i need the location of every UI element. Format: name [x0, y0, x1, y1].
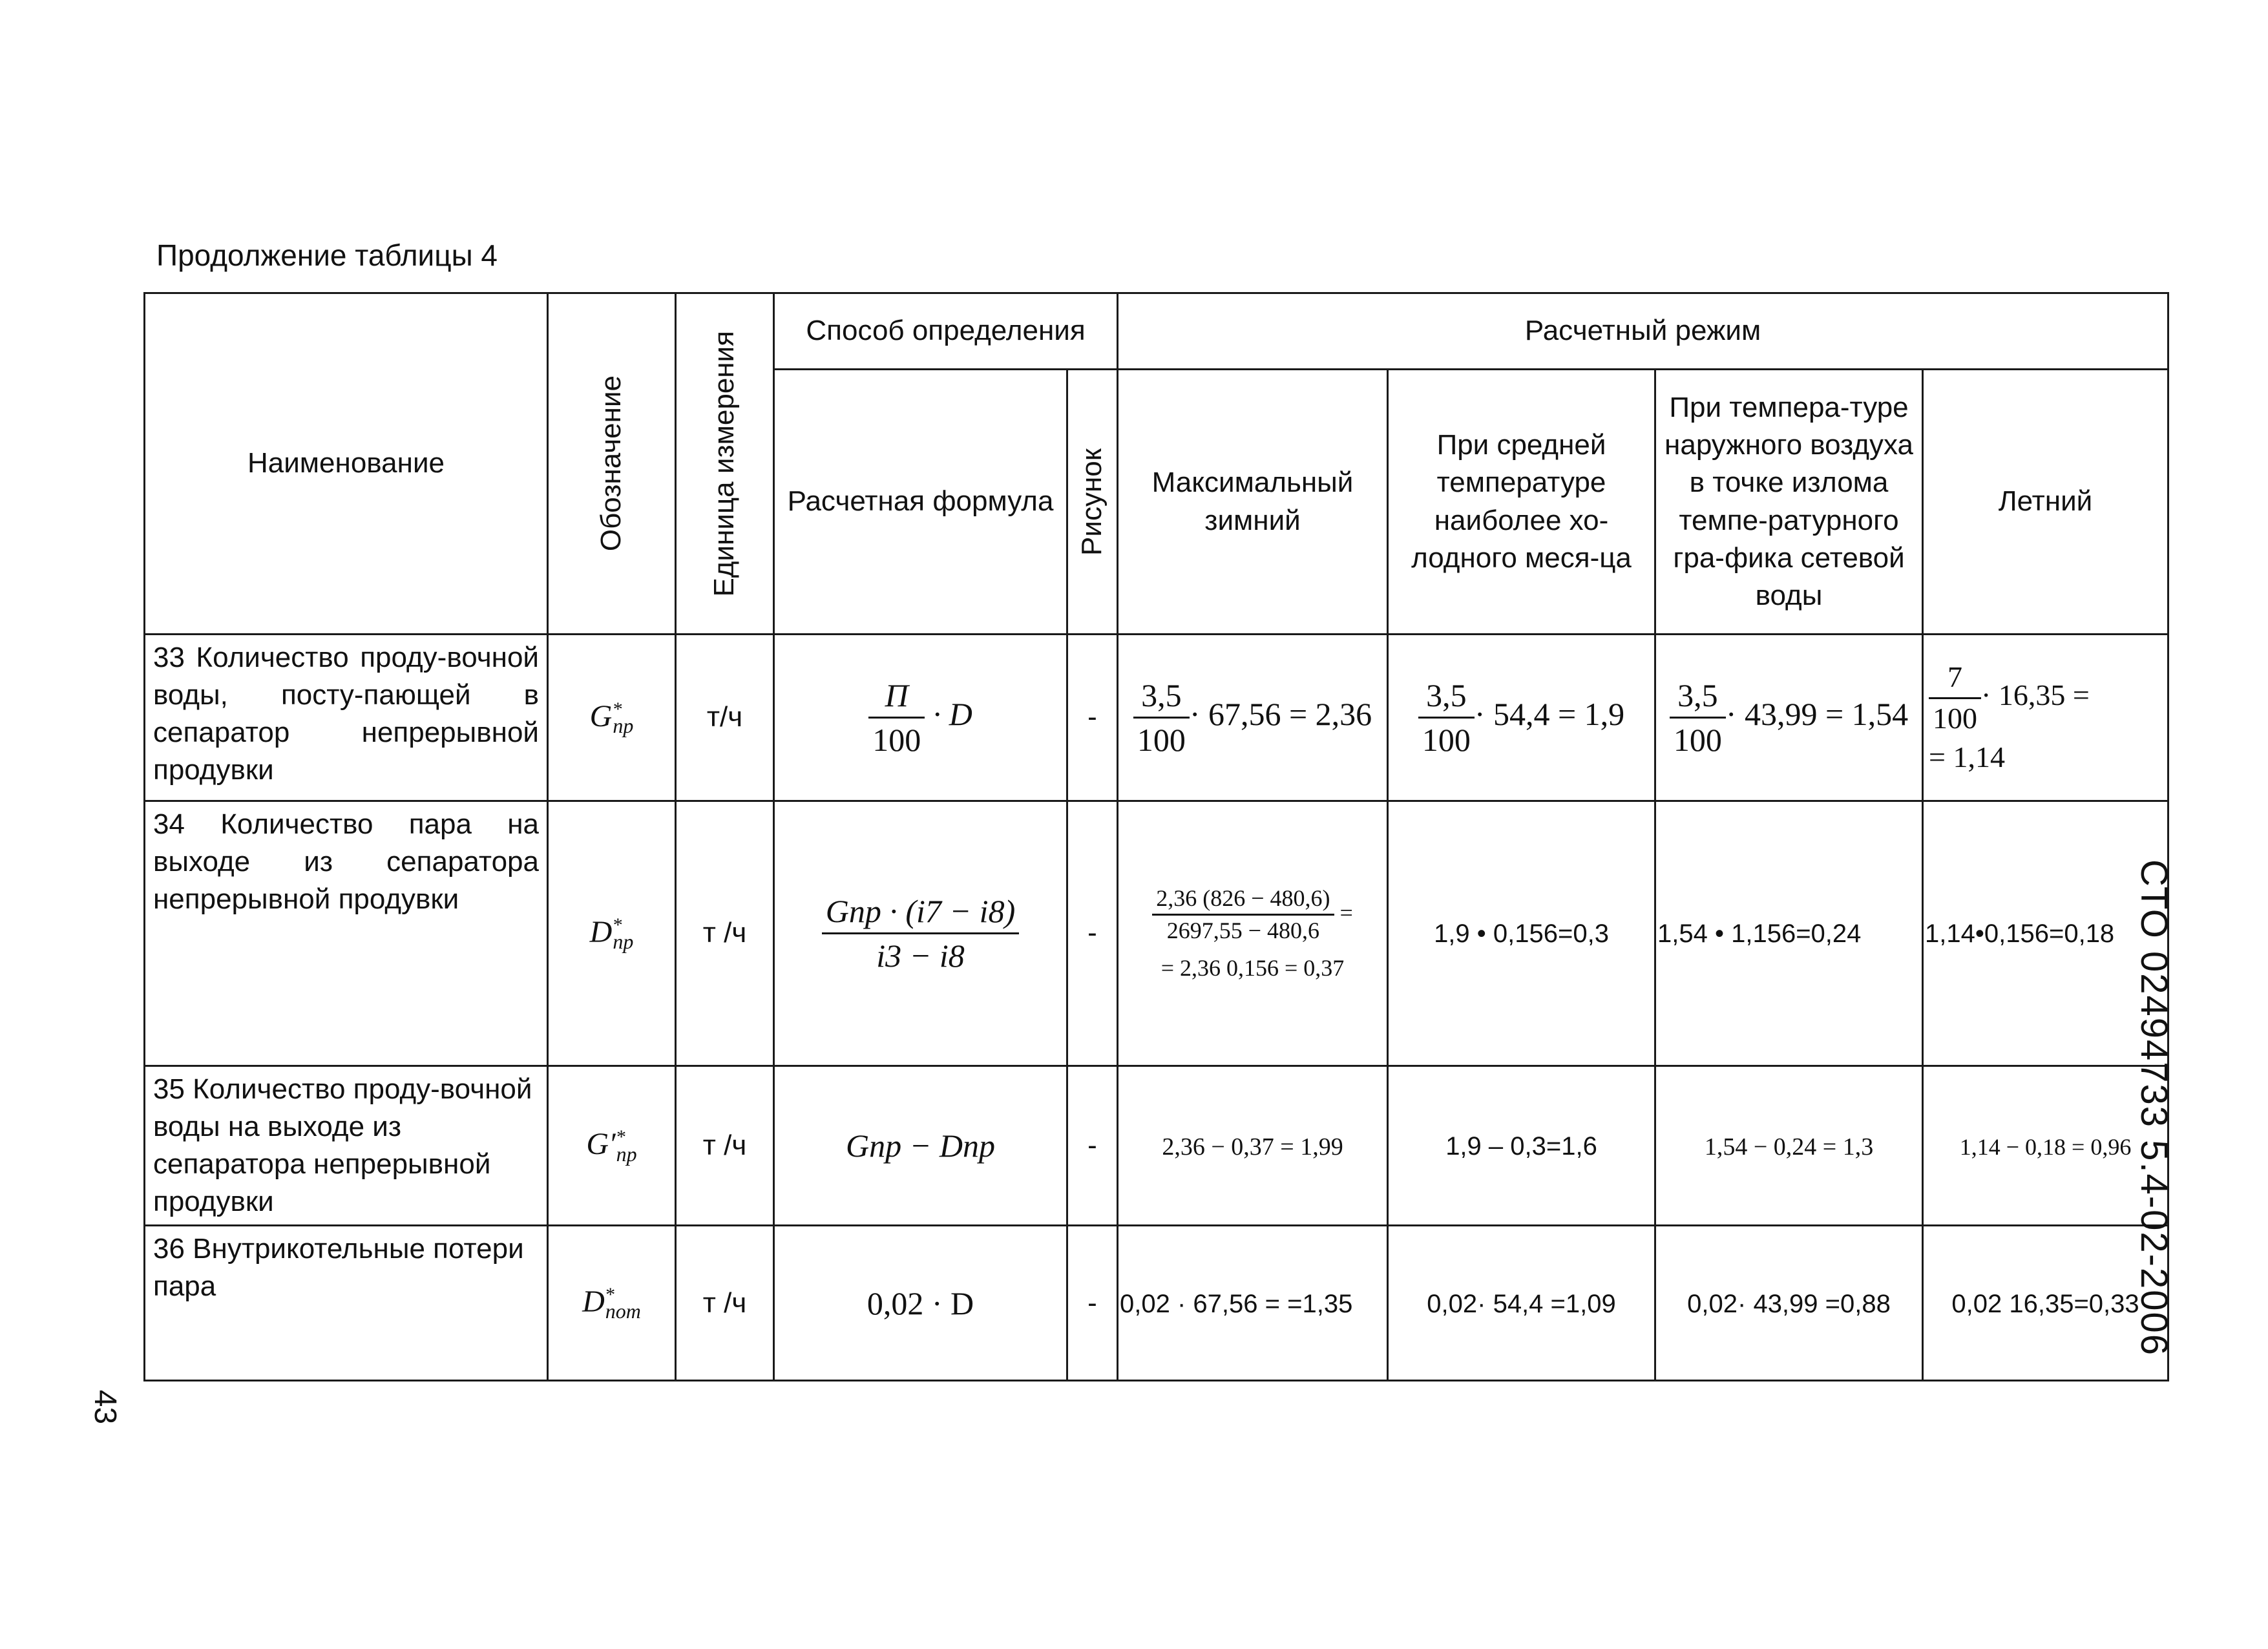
header-break-point-label: При темпера-туре наружного воздуха в точке излома темпе-ратурного гра-фика сетевой воды — [1664, 392, 1913, 611]
row-symbol — [548, 635, 676, 801]
symbol-sup: * — [604, 1283, 614, 1305]
break-value: 1,54 • 1,156=0,24 — [1657, 919, 1862, 949]
symbol-base: G′ — [586, 1127, 616, 1162]
row-name: 35 Количество проду-вочной воды на выходе из сепаратора непрерывной продувки — [145, 1066, 548, 1226]
row-symbol — [548, 801, 676, 1066]
summer-value: 1,14•0,156=0,18 — [1925, 919, 2115, 949]
row-unit: т /ч — [676, 1066, 774, 1226]
header-max-winter-label: Максимальный зимний — [1151, 467, 1354, 536]
header-method-label: Способ определения — [806, 315, 1086, 347]
header-summer-label: Летний — [1998, 485, 2093, 518]
row-name: 36 Внутрикотельные потери пара — [145, 1226, 548, 1381]
table-caption: Продолжение таблицы 4 — [156, 238, 498, 272]
row-cold-month — [1388, 635, 1655, 801]
row-unit: т/ч — [676, 635, 774, 801]
break-denominator: 100 — [1673, 722, 1722, 758]
formula-numerator: П — [868, 674, 925, 719]
max-line2: = 2,36 0,156 = 0,37 — [1160, 954, 1345, 981]
formula-denominator: i3 − i8 — [876, 938, 965, 974]
header-mode-label: Расчетный режим — [1524, 315, 1761, 347]
formula-numerator: Gпр · (i7 − i8) — [822, 890, 1019, 934]
row-cold-month — [1388, 1226, 1655, 1381]
summer-value: 1,14 − 0,18 = 0,96 — [1959, 1134, 2132, 1161]
row-max-winter — [1118, 1066, 1388, 1226]
symbol-sub: пот — [605, 1299, 641, 1323]
table-row — [145, 801, 2168, 1066]
break-numerator: 3,5 — [1670, 674, 1726, 719]
symbol-sub: пр — [616, 1142, 637, 1166]
row-symbol — [548, 1226, 676, 1381]
summer-line2: = 1,14 — [1929, 740, 2005, 774]
header-cold-month — [1388, 370, 1655, 635]
row-cold-month — [1388, 1066, 1655, 1226]
header-figure — [1067, 370, 1118, 635]
symbol-base: D — [589, 914, 613, 949]
row-formula — [774, 1226, 1067, 1381]
header-name-label: Наименование — [247, 447, 445, 479]
row-unit: т /ч — [676, 801, 774, 1066]
header-figure-label: Рисунок — [1076, 448, 1108, 556]
header-name — [145, 293, 548, 635]
max-denominator: 2697,55 − 480,6 — [1166, 918, 1320, 944]
row-formula — [774, 1066, 1067, 1226]
header-max-winter — [1118, 370, 1388, 635]
row-formula — [774, 801, 1067, 1066]
summer-denominator: 100 — [1933, 701, 1978, 735]
cold-value: 1,9 • 0,156=0,3 — [1434, 919, 1609, 949]
row-formula — [774, 635, 1067, 801]
row-break-point — [1655, 1066, 1923, 1226]
symbol-sup: * — [612, 914, 622, 936]
row-max-winter — [1118, 1226, 1388, 1381]
row-symbol — [548, 1066, 676, 1226]
table-row — [145, 1226, 2168, 1381]
max-numerator: 2,36 (826 − 480,6) — [1152, 883, 1334, 916]
table-row — [145, 1066, 2168, 1226]
row-figure: - — [1067, 635, 1118, 801]
table-row — [145, 635, 2168, 801]
max-value: 0,02 · 67,56 = =1,35 — [1120, 1289, 1353, 1318]
break-value: 1,54 − 0,24 = 1,3 — [1704, 1133, 1874, 1161]
row-summer — [1923, 801, 2168, 1066]
formula-value: Gпр − Dпр — [846, 1128, 995, 1164]
symbol-sub: пр — [613, 930, 634, 954]
header-break-point — [1655, 370, 1923, 635]
header-formula — [774, 370, 1067, 635]
row-summer — [1923, 635, 2168, 801]
header-formula-label: Расчетная формула — [787, 485, 1054, 518]
symbol-base: G — [589, 698, 613, 733]
cold-denominator: 100 — [1422, 722, 1471, 758]
row-cold-month — [1388, 801, 1655, 1066]
header-unit — [676, 293, 774, 635]
max-tail: · 67,56 = 2,36 — [1189, 695, 1372, 732]
symbol-base: D — [582, 1284, 605, 1319]
row-break-point — [1655, 801, 1923, 1066]
formula-denominator: 100 — [872, 722, 921, 758]
break-value: 0,02· 43,99 =0,88 — [1687, 1289, 1891, 1318]
formula-tail: · D — [932, 695, 972, 732]
row-summer — [1923, 1066, 2168, 1226]
row-summer — [1923, 1226, 2168, 1381]
formula-value: 0,02 · D — [866, 1285, 974, 1321]
cold-tail: · 54,4 = 1,9 — [1474, 695, 1625, 732]
header-designation-label: Обозначение — [595, 375, 627, 552]
header-unit-label: Единица измерения — [708, 330, 740, 597]
row-figure: - — [1067, 801, 1118, 1066]
header-method — [774, 293, 1118, 370]
symbol-sub: пр — [613, 714, 634, 738]
break-tail: · 43,99 = 1,54 — [1725, 695, 1909, 732]
parameters-table — [143, 292, 2169, 1381]
symbol-sup: * — [615, 1126, 625, 1148]
row-unit: т /ч — [676, 1226, 774, 1381]
row-figure: - — [1067, 1226, 1118, 1381]
page-number: 43 — [88, 1389, 123, 1425]
row-break-point — [1655, 635, 1923, 801]
summer-numerator: 7 — [1929, 658, 1981, 699]
row-break-point — [1655, 1226, 1923, 1381]
max-eq: = — [1339, 899, 1353, 925]
cold-numerator: 3,5 — [1418, 674, 1475, 719]
symbol-sup: * — [612, 698, 622, 720]
max-denominator: 100 — [1137, 722, 1186, 758]
row-max-winter — [1118, 801, 1388, 1066]
row-name: 34 Количество пара на выходе из сепаратора непрерывной продувки — [145, 801, 548, 1066]
cold-value: 1,9 – 0,3=1,6 — [1445, 1132, 1597, 1161]
row-max-winter — [1118, 635, 1388, 801]
header-mode — [1118, 293, 2168, 370]
row-name: 33 Количество проду-вочной воды, посту-пающей в сепаратор непрерывной продувки — [145, 635, 548, 801]
header-cold-month-label: При средней температуре наиболее хо-лодного меся-ца — [1411, 429, 1632, 574]
header-designation — [548, 293, 676, 635]
summer-value: 0,02 16,35=0,33 — [1951, 1289, 2139, 1318]
max-numerator: 3,5 — [1133, 674, 1190, 719]
document-code: СТО 02494733 5.4-02-2006 — [2133, 859, 2175, 1356]
header-summer — [1923, 370, 2168, 635]
summer-tail: · 16,35 = — [1981, 678, 2090, 711]
row-figure: - — [1067, 1066, 1118, 1226]
cold-value: 0,02· 54,4 =1,09 — [1427, 1289, 1616, 1318]
max-value: 2,36 − 0,37 = 1,99 — [1162, 1133, 1343, 1161]
